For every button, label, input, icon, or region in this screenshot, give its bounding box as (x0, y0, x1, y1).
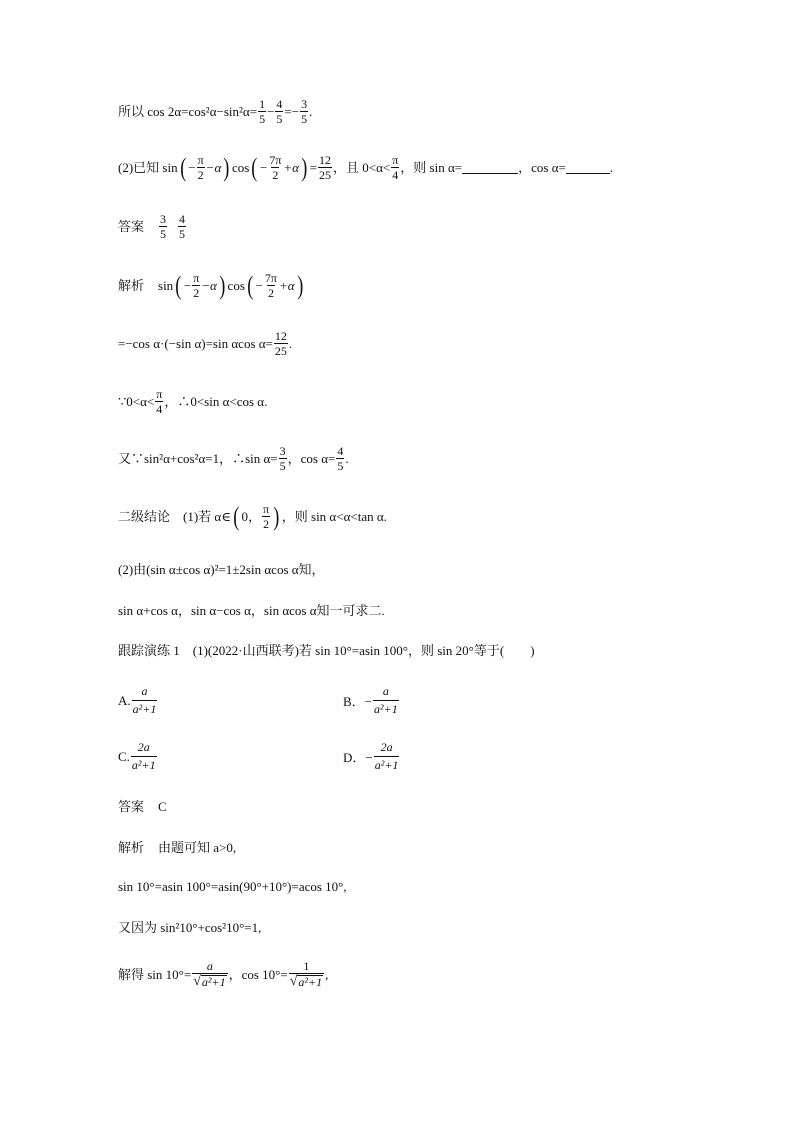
text: . (309, 104, 313, 119)
fraction (192, 960, 227, 989)
den: 5 (301, 112, 308, 126)
den: 5 (276, 112, 283, 126)
text: +α (283, 160, 299, 175)
sqrt (289, 973, 324, 989)
fraction (264, 272, 278, 299)
paren-left: ( (247, 270, 254, 300)
text: − (259, 160, 268, 175)
conclusion-line (118, 604, 385, 617)
text: − (188, 160, 196, 175)
fraction (178, 213, 186, 240)
text: . (609, 160, 614, 175)
text: 又因为 sin²10°+cos²10°=1, (118, 920, 262, 935)
text: (2)已知 sin (118, 160, 178, 175)
den: 5 (337, 459, 344, 473)
text: 解得 sin 10°= (118, 967, 192, 982)
num: π (193, 271, 200, 285)
derivation-line (118, 330, 292, 357)
fraction (192, 272, 200, 299)
den: 25 (274, 344, 287, 358)
den: 2 (272, 168, 279, 182)
answer-value: C (158, 799, 167, 814)
num: 4 (337, 444, 344, 458)
text: (2)由(sin α±cos α)²=1±2sin αcos α知， (118, 562, 325, 577)
answer-line (118, 213, 187, 240)
answer-line (118, 800, 167, 813)
paren-left: ( (233, 501, 240, 531)
paren-right: ) (219, 270, 226, 300)
text: 所以 cos 2α=cos²α−sin²α= (118, 104, 258, 119)
text: sin 10°=asin 100°=asin(90°+10°)=acos 10°, (118, 879, 347, 894)
derivation-line (118, 388, 267, 415)
option-d[interactable] (343, 740, 400, 773)
derivation-line (118, 445, 349, 472)
num: 7π (269, 153, 282, 167)
fraction (391, 154, 399, 181)
den: 2 (193, 286, 200, 300)
text: =−cos α·(−sin α)=sin αcos α= (118, 336, 273, 351)
num: π (156, 387, 163, 401)
fraction (132, 684, 158, 717)
paren-left: ( (251, 152, 258, 182)
derivation-line (118, 960, 328, 989)
fraction (131, 740, 157, 773)
fraction (373, 684, 399, 717)
num: 2a (137, 740, 150, 754)
sqrt-icon: √ (289, 974, 298, 989)
den: 2 (267, 286, 274, 300)
num: 12 (274, 329, 287, 343)
num: 2a (380, 740, 393, 754)
text: = (309, 160, 317, 175)
num: a (141, 684, 148, 698)
derivation-line (118, 880, 347, 893)
answer-label: 答案 (118, 219, 145, 234)
text: − (255, 278, 263, 293)
num: 3 (279, 444, 286, 458)
den: a²+1 (374, 758, 399, 772)
den: 5 (259, 112, 266, 126)
option-label: A. (118, 692, 131, 708)
text: . (345, 451, 349, 466)
text: 又∵sin²α+cos²α=1，∴sin α= (118, 451, 278, 466)
text: =− (284, 104, 300, 119)
den: 2 (263, 517, 270, 531)
text: cos (227, 278, 245, 293)
den: 5 (279, 459, 286, 473)
text: sin α+cos α，sin α−cos α，sin αcos α知一可求二. (118, 603, 385, 618)
radicand: a²+1 (298, 975, 323, 989)
num: π (197, 153, 204, 167)
practice-question (118, 644, 535, 657)
text: , (325, 967, 329, 982)
analysis-line (118, 841, 236, 854)
fraction (197, 154, 205, 181)
fraction (279, 445, 287, 472)
paren-left: ( (175, 270, 182, 300)
derivation-line (118, 921, 261, 934)
den: a²+1 (131, 758, 156, 772)
text: 二级结论 (1)若 α∈ (118, 509, 231, 524)
analysis-label: 解析 (118, 840, 145, 855)
text: ，cos α= (518, 160, 566, 175)
answer-label: 答案 (118, 799, 145, 814)
fraction (336, 445, 344, 472)
fraction (155, 388, 163, 415)
num: 3 (301, 97, 308, 111)
fraction (374, 740, 400, 773)
fraction (268, 154, 282, 181)
question-2 (118, 154, 613, 181)
fraction (258, 98, 266, 125)
num: 4 (179, 212, 186, 226)
text: ，则 sin α<α<tan α. (281, 509, 387, 524)
option-label: C. (118, 748, 130, 764)
sqrt-icon: √ (193, 974, 201, 989)
radicand: a²+1 (201, 975, 226, 989)
den: 4 (392, 168, 399, 182)
den: a²+1 (132, 702, 157, 716)
answer-blank-sin[interactable] (462, 161, 518, 174)
text: 由题可知 a>0, (158, 840, 237, 855)
num: 12 (319, 153, 331, 167)
option-a[interactable] (118, 684, 158, 717)
fraction (289, 960, 324, 989)
text: . (288, 336, 293, 351)
num: π (263, 502, 270, 516)
num: a (206, 959, 213, 973)
num: π (392, 153, 399, 167)
paren-right: ) (273, 501, 280, 531)
text: +α (278, 278, 295, 293)
fraction (274, 330, 288, 357)
num: 1 (259, 97, 266, 111)
den: 4 (156, 402, 163, 416)
num: a (382, 684, 389, 698)
text: −α (205, 160, 222, 175)
sqrt (192, 973, 227, 989)
den: a²+1 (374, 702, 398, 716)
text: ，cos 10°= (228, 967, 288, 982)
text: − (183, 278, 192, 293)
fraction (318, 154, 332, 181)
paren-right: ) (223, 152, 230, 182)
fraction (159, 213, 167, 240)
result-line-cos2a (118, 98, 312, 125)
analysis-line (118, 272, 305, 299)
num: 3 (160, 212, 167, 226)
option-b[interactable] (343, 684, 400, 717)
den: 5 (160, 227, 167, 241)
text: ，且 0<α< (333, 160, 391, 175)
num: 7π (264, 271, 277, 285)
den: 2 (197, 168, 204, 182)
num: 1 (303, 959, 310, 973)
option-label: B．− (343, 694, 373, 709)
text: 0， (241, 509, 262, 524)
text: ∵0<α< (118, 394, 155, 409)
den: 25 (319, 168, 331, 182)
fraction (300, 98, 308, 125)
text: − (267, 104, 275, 119)
paren-right: ) (301, 152, 308, 182)
fraction (262, 503, 270, 530)
paren-right: ) (296, 270, 303, 300)
text: cos (231, 160, 250, 175)
conclusion-line (118, 503, 387, 530)
text: ，则 sin α= (400, 160, 463, 175)
analysis-label: 解析 (118, 278, 145, 293)
text: sin (158, 278, 174, 293)
paren-left: ( (179, 152, 186, 182)
text: 跟踪演练 1 (1)(2022·山西联考)若 sin 10°=asin 100°，则 sin 20°等于( (118, 643, 505, 658)
text: −α (201, 278, 217, 293)
option-label: D．− (343, 750, 373, 765)
fraction (275, 98, 283, 125)
den: 5 (179, 227, 186, 241)
answer-blank-cos[interactable] (566, 161, 610, 174)
text: ，cos α= (287, 451, 336, 466)
text: ) (530, 643, 535, 658)
num: 4 (276, 97, 283, 111)
conclusion-line (118, 563, 325, 576)
text: ，∴0<sin α<cos α. (164, 394, 268, 409)
option-c[interactable] (118, 740, 158, 773)
